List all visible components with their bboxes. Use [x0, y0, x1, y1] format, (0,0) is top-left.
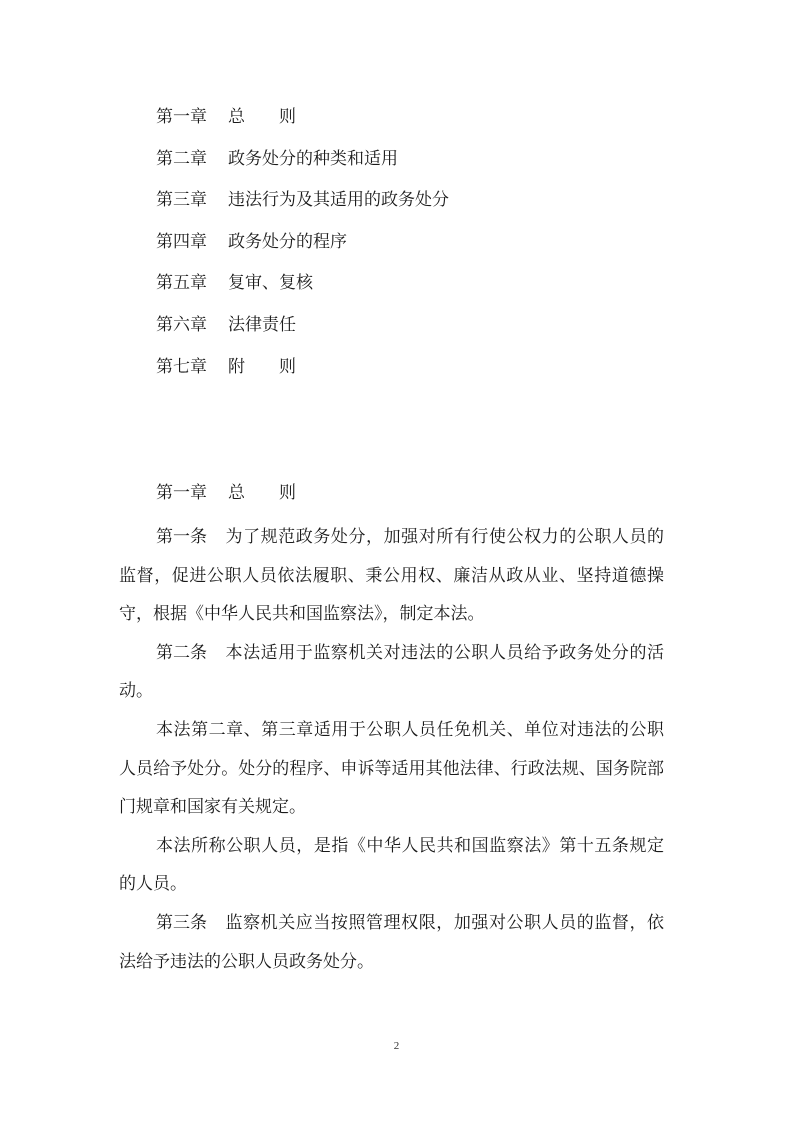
toc-title: 违法行为及其适用的政务处分: [228, 190, 449, 211]
toc-title: 政务处分的程序: [228, 231, 347, 252]
article-text: 本法第二章、第三章适用于公职人员任免机关、单位对违法的公职人员给予处分。处分的程序、申诉等适用其他法律、行政法规、国务院部门规章和国家有关规定。: [119, 719, 664, 818]
toc-item: [156, 187, 449, 229]
chapter-heading: [119, 480, 664, 518]
article-number: 第三条: [156, 912, 207, 933]
toc-title: 附 则: [228, 356, 296, 377]
toc-chapter: 第一章: [156, 107, 207, 127]
toc-item: [156, 229, 449, 271]
toc-item: [156, 354, 449, 396]
article-number: 第一条: [156, 527, 207, 547]
toc-chapter: 第四章: [156, 231, 207, 252]
toc-chapter: 第三章: [156, 190, 207, 211]
article-paragraph: [119, 711, 664, 827]
toc-item: [156, 312, 449, 354]
article-paragraph: [119, 634, 664, 711]
chapter-title: 总 则: [228, 483, 296, 503]
document-body: [119, 480, 664, 981]
toc-chapter: 第二章: [156, 148, 207, 169]
toc-title: 总 则: [228, 107, 296, 127]
article-text: 本法所称公职人员，是指《中华人民共和国监察法》第十五条规定的人员。: [119, 835, 664, 895]
article-text: 本法适用于监察机关对违法的公职人员给予政务处分的活动。: [119, 642, 664, 702]
article-number: 第二条: [156, 642, 207, 663]
toc-title: 复审、复核: [228, 273, 313, 294]
toc-title: 政务处分的种类和适用: [228, 148, 398, 169]
toc-chapter: 第七章: [156, 356, 207, 377]
article-text: 监察机关应当按照管理权限，加强对公职人员的监督，依法给予违法的公职人员政务处分。: [119, 912, 664, 972]
toc-chapter: 第五章: [156, 273, 207, 294]
toc-item: [156, 146, 449, 188]
table-of-contents: [156, 104, 449, 395]
article-paragraph: [119, 827, 664, 904]
toc-title: 法律责任: [228, 314, 296, 335]
article-paragraph: [119, 518, 664, 634]
toc-chapter: 第六章: [156, 314, 207, 335]
toc-item: [156, 270, 449, 312]
page-number: 2: [393, 1040, 400, 1052]
toc-item: [156, 104, 449, 146]
article-paragraph: [119, 904, 664, 981]
chapter-number: 第一章: [156, 483, 207, 503]
article-text: 为了规范政务处分，加强对所有行使公权力的公职人员的监督，促进公职人员依法履职、秉公用权、廉洁从政从业、坚持道德操守，根据《中华人民共和国监察法》，制定本法。: [119, 527, 664, 625]
